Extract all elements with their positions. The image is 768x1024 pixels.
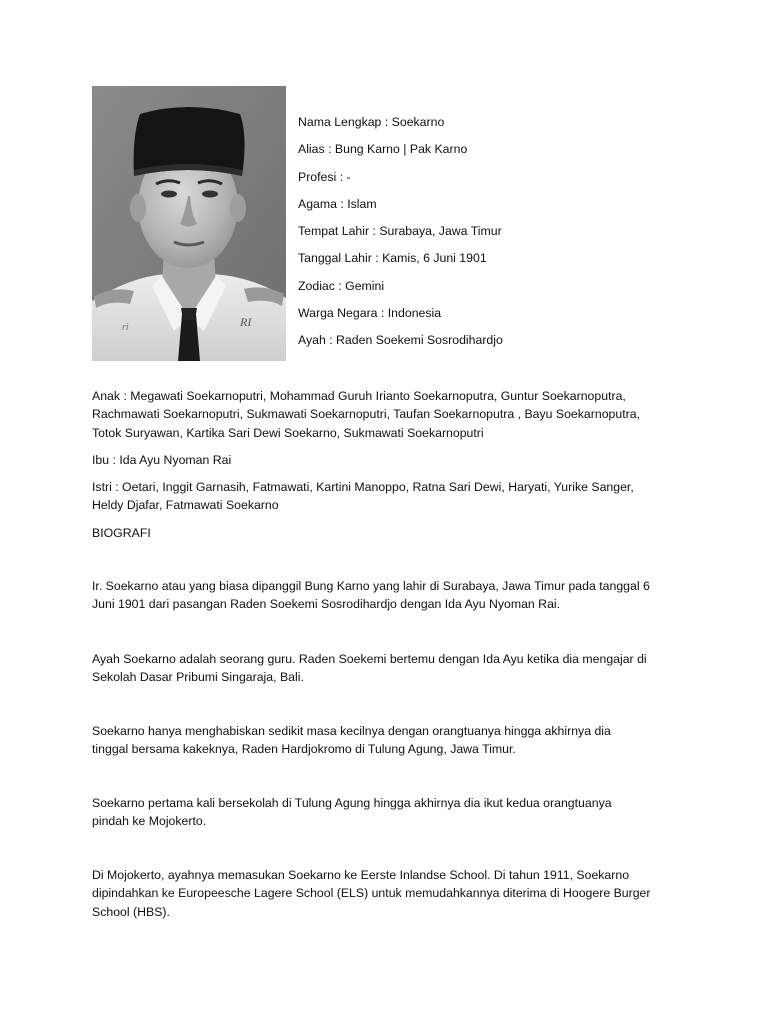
paragraph-line: Sekolah Dasar Pribumi Singaraja, Bali. [92, 670, 304, 685]
paragraph-line: pindah ke Mojokerto. [92, 814, 207, 829]
info-religion: Agama : Islam [298, 196, 377, 211]
children-line: Totok Suryawan, Kartika Sari Dewi Soekarno, Sukmawati Soekarnoputri [92, 425, 484, 440]
biography-paragraph [92, 650, 692, 687]
paragraph-line: Soekarno pertama kali bersekolah di Tulung Agung hingga akhirnya dia ikut kedua orangtuanya [92, 796, 612, 810]
info-citizenship: Warga Negara : Indonesia [298, 306, 442, 321]
profile-info-list [298, 113, 503, 359]
paragraph-line: Di Mojokerto, ayahnya memasukan Soekarno ke Eerste Inlandse School. Di tahun 1911, Soekarno [92, 868, 630, 882]
info-father: Ayah : Raden Soekemi Sosrodihardjo [298, 333, 503, 348]
wives-section [92, 478, 692, 515]
biography-paragraph [92, 794, 692, 831]
biography-paragraph [92, 866, 692, 921]
svg-text:RI: RI [240, 315, 252, 329]
paragraph-line: Soekarno hanya menghabiskan sedikit masa kecilnya dengan orangtuanya hingga akhirnya dia [92, 724, 611, 738]
children-line: Rachmawati Soekarnoputri, Sukmawati Soekarnoputri, Taufan Soekarnoputra , Bayu Soekarnoputra, [92, 407, 640, 422]
paragraph-line: dipindahkan ke Europeesche Lagere School (ELS) untuk memudahkannya diterima di Hoogere Burger [92, 886, 651, 901]
children-line: Anak : Megawati Soekarnoputri, Mohammad Guruh Irianto Soekarnoputra, Guntur Soekarnoputra, [92, 389, 626, 403]
info-full-name: Nama Lengkap : Soekarno [298, 115, 445, 129]
paragraph-line: tinggal bersama kakeknya, Raden Hardjokromo di Tulung Agung, Jawa Timur. [92, 742, 516, 757]
info-birthdate: Tanggal Lahir : Kamis, 6 Juni 1901 [298, 251, 487, 266]
paragraph-line: School (HBS). [92, 904, 170, 919]
paragraph-line: Ayah Soekarno adalah seorang guru. Raden Soekemi bertemu dengan Ida Ayu ketika dia mengajar di [92, 652, 647, 666]
wives-line: Heldy Djafar, Fatmawati Soekarno [92, 498, 279, 513]
portrait-illustration [92, 86, 286, 361]
info-birthplace: Tempat Lahir : Surabaya, Jawa Timur [298, 224, 502, 239]
paragraph-line: Juni 1901 dari pasangan Raden Soekemi Sosrodihardjo dengan Ida Ayu Nyoman Rai. [92, 597, 561, 612]
svg-text:ri: ri [122, 322, 129, 333]
children-section [92, 387, 692, 442]
wives-line: Istri : Oetari, Inggit Garnasih, Fatmawati, Kartini Manoppo, Ratna Sari Dewi, Haryati, Yurike Sanger, [92, 480, 634, 494]
mother-line: Ibu : Ida Ayu Nyoman Rai [92, 453, 232, 467]
portrait-photo [92, 86, 286, 361]
info-alias: Alias : Bung Karno | Pak Karno [298, 142, 468, 157]
info-profession: Profesi : - [298, 169, 351, 184]
biography-paragraph [92, 577, 692, 614]
info-zodiac: Zodiac : Gemini [298, 278, 385, 293]
biography-heading: BIOGRAFI [92, 526, 151, 540]
biography-paragraph [92, 722, 692, 759]
paragraph-line: Ir. Soekarno atau yang biasa dipanggil Bung Karno yang lahir di Surabaya, Jawa Timur pada tanggal 6 [92, 579, 650, 593]
